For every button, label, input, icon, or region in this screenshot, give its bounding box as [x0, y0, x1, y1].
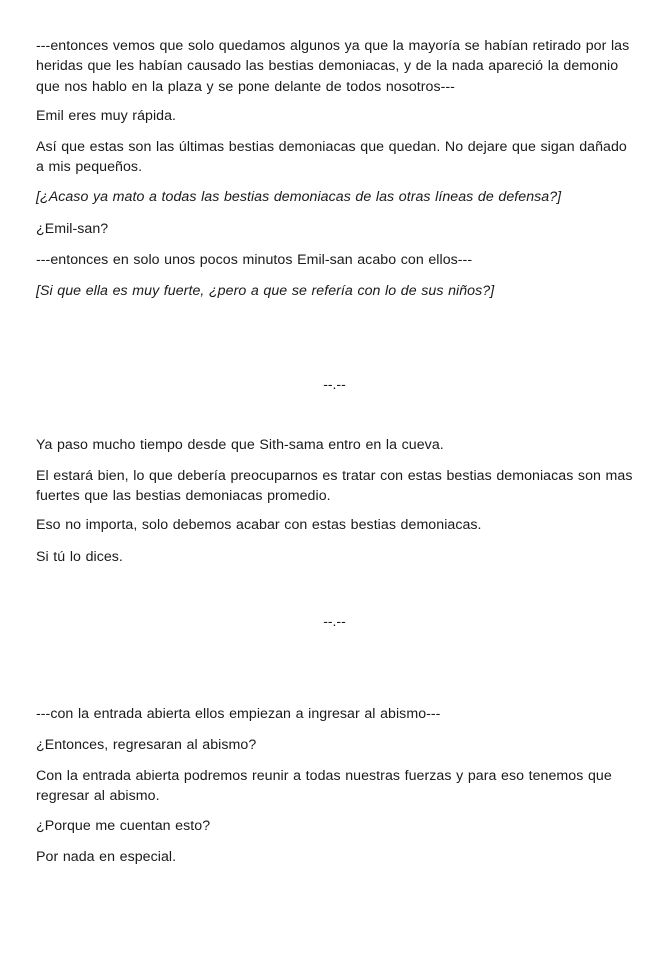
- paragraph-dialogue-2: Así que estas son las últimas bestias demoniacas que quedan. No dejare que sigan dañado a mis pequeños.: [36, 139, 627, 176]
- paragraph-thought-1: [¿Acaso ya mato a todas las bestias demoniacas de las otras líneas de defensa?]: [36, 189, 562, 205]
- paragraph-dialogue-3: ¿Emil-san?: [36, 221, 109, 237]
- paragraph-dialogue-7: Si tú lo dices.: [36, 549, 123, 565]
- paragraph-dialogue-11: Por nada en especial.: [36, 849, 177, 865]
- paragraph-dialogue-9: Con la entrada abierta podremos reunir a todas nuestras fuerzas y para eso tenemos que regresar al abismo.: [36, 768, 612, 805]
- paragraph-narration-3: ---con la entrada abierta ellos empiezan a ingresar al abismo---: [36, 706, 441, 722]
- paragraph-narration-1: ---entonces vemos que solo quedamos algunos ya que la mayoría se habían retirado por las heridas que les habían causado las bestias demoniacas, y de la nada apareció la demonio que nos hablo en la plaza y se pone delante de todos nosotros---: [36, 38, 630, 95]
- scene-separator-2: --.--: [323, 613, 346, 629]
- paragraph-dialogue-6: Eso no importa, solo debemos acabar con estas bestias demoniacas.: [36, 517, 482, 533]
- paragraph-thought-2: [Si que ella es muy fuerte, ¿pero a que se refería con lo de sus niños?]: [36, 283, 495, 299]
- paragraph-dialogue-5: El estará bien, lo que debería preocuparnos es tratar con estas bestias demoniacas son mas fuertes que las bestias demoniacas promedio.: [36, 468, 633, 505]
- paragraph-dialogue-10: ¿Porque me cuentan esto?: [36, 818, 211, 834]
- paragraph-narration-2: ---entonces en solo unos pocos minutos Emil-san acabo con ellos---: [36, 252, 473, 268]
- paragraph-dialogue-4: Ya paso mucho tiempo desde que Sith-sama entro en la cueva.: [36, 437, 444, 453]
- paragraph-dialogue-8: ¿Entonces, regresaran al abismo?: [36, 737, 257, 753]
- paragraph-dialogue-1: Emil eres muy rápida.: [36, 108, 177, 124]
- scene-separator-1: --.--: [323, 376, 346, 392]
